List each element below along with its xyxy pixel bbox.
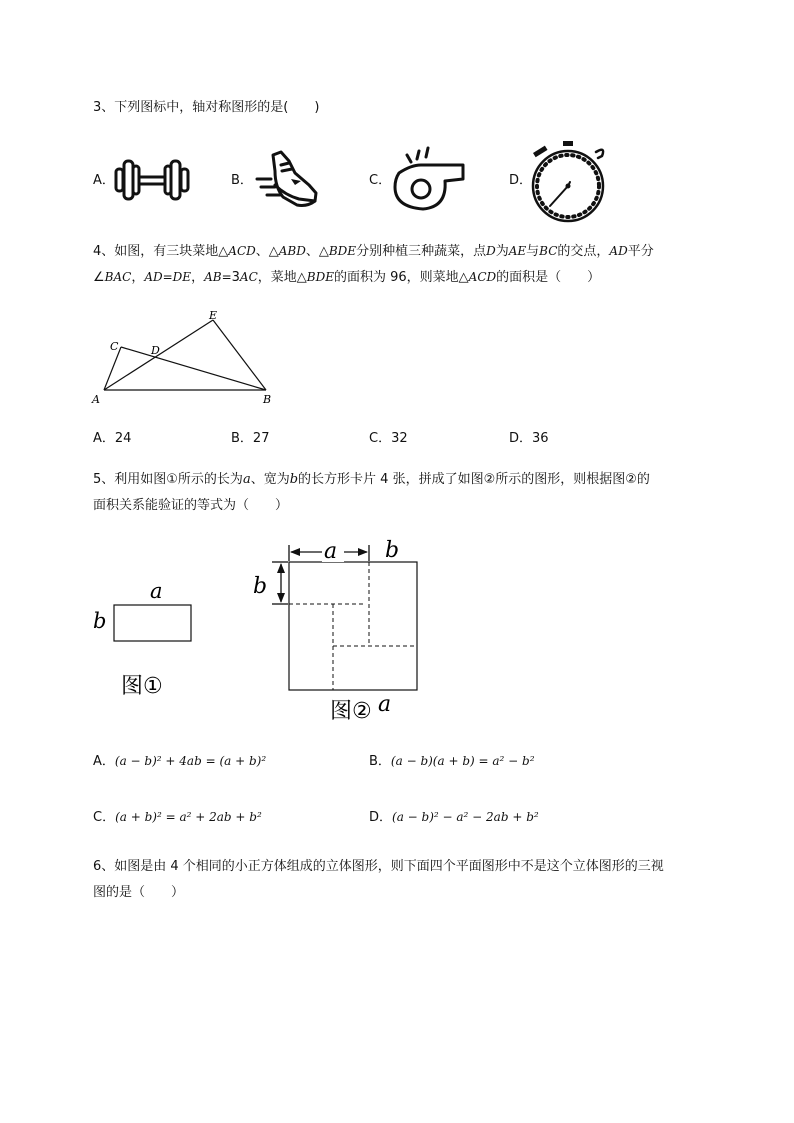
- fig2-label-b-left: b: [253, 574, 268, 599]
- q5-option-c: [93, 807, 262, 828]
- option-value: 24: [114, 431, 132, 446]
- q5-option-a: [93, 751, 266, 772]
- q4-triangle-figure: [88, 306, 278, 406]
- q4-math: ABD: [278, 244, 306, 258]
- point-label-c: C: [110, 340, 119, 353]
- q4-text: 4、如图，有三块菜地△: [93, 244, 229, 259]
- stopwatch-icon: [528, 140, 612, 224]
- q4-math: BDE: [306, 270, 334, 284]
- option-letter: C．: [369, 431, 392, 446]
- q4-text: 为: [495, 244, 509, 259]
- q4-stem-line-1: [93, 241, 654, 262]
- q3-option-a-letter: A．: [93, 173, 115, 188]
- whistle-icon: [391, 145, 469, 213]
- q5-figure-1: [88, 575, 198, 705]
- q3-option-d-letter: D．: [509, 173, 533, 188]
- option-letter: B．: [231, 431, 253, 446]
- fig1-caption: 图①: [121, 674, 163, 699]
- option-expression: (a − b)(a + b) = a² − b²: [390, 754, 535, 768]
- q5-figure-2: [248, 535, 428, 725]
- fig2-label-a-bottom: a: [378, 692, 392, 717]
- q4-text: 、△: [255, 244, 279, 259]
- point-label-a: A: [92, 393, 100, 406]
- q6-stem-line-1: 6、如图是由 4 个相同的小正方体组成的立体图形，则下面四个平面图形中不是这个立体图形的三视: [93, 859, 664, 874]
- fig2-caption: 图②: [330, 699, 372, 724]
- fig1-label-a: a: [150, 579, 163, 603]
- q4-text: ，菜地△: [257, 270, 307, 285]
- q4-math: ACD: [228, 244, 256, 258]
- q4-text: 3: [231, 270, 240, 285]
- q5-text: 、宽为: [250, 472, 290, 487]
- q4-text: 分别种植三种蔬菜，点: [356, 244, 487, 259]
- fig1-label-b: b: [93, 609, 107, 633]
- q4-math: AE: [508, 244, 527, 258]
- option-value: 36: [532, 431, 549, 446]
- fig2-label-a-top: a: [324, 539, 338, 564]
- q4-math: BAC: [104, 270, 132, 284]
- option-letter: B．: [369, 754, 391, 769]
- point-label-e: E: [209, 309, 218, 322]
- q4-option-c: [369, 429, 408, 449]
- option-letter: C．: [93, 810, 116, 825]
- q4-text: 的面积为 96，则菜地△: [333, 270, 469, 285]
- q4-option-a: [93, 429, 131, 449]
- q4-math: AC: [239, 270, 258, 284]
- point-label-b: B: [263, 393, 272, 406]
- q4-text: 、△: [305, 244, 329, 259]
- q5-text: 5、利用如图①所示的长为: [93, 472, 243, 487]
- option-letter: A．: [93, 754, 115, 769]
- q4-math: AB=: [204, 270, 232, 284]
- q4-text: ，: [131, 270, 145, 285]
- q3-option-c-letter: C．: [369, 173, 392, 188]
- q4-option-b: [231, 429, 269, 449]
- q4-stem-line-2: [93, 267, 600, 288]
- q5-math: a: [242, 472, 251, 487]
- option-letter: A．: [93, 431, 115, 446]
- q4-math: AD: [609, 244, 628, 258]
- q4-text: 与: [526, 244, 540, 259]
- running-shoe-icon: [255, 149, 321, 211]
- q4-math: ACD: [468, 270, 497, 284]
- q5-math: b: [289, 472, 299, 487]
- point-label-d: D: [151, 344, 160, 357]
- option-letter: D．: [509, 431, 533, 446]
- q4-math: D: [486, 244, 496, 258]
- option-value: 32: [391, 431, 408, 446]
- option-letter: D．: [369, 810, 393, 825]
- q6-stem-line-2: 图的是（ ）: [93, 885, 185, 900]
- q5-stem-line-1: [93, 470, 650, 490]
- q5-option-b: [369, 751, 535, 772]
- q5-option-d: [369, 807, 539, 828]
- q4-text: ∠: [93, 270, 105, 285]
- q3-stem: 3、下列图标中，轴对称图形的是( ): [93, 100, 320, 115]
- option-value: 27: [252, 431, 270, 446]
- q4-math: BC: [539, 244, 558, 258]
- q4-option-d: [509, 429, 549, 449]
- option-expression: (a − b)² − a² − 2ab + b²: [392, 810, 539, 824]
- option-expression: (a − b)² + 4ab = (a + b)²: [114, 754, 267, 768]
- q4-math: BDE: [328, 244, 357, 258]
- q4-text: 的面积是（ ）: [496, 270, 601, 285]
- q3-option-b-letter: B．: [231, 173, 253, 188]
- q4-math: AD=DE: [144, 270, 192, 284]
- q5-text: 的长方形卡片 4 张，拼成了如图②所示的图形，则根据图②的: [298, 472, 650, 487]
- q4-text: 平分: [627, 244, 654, 259]
- dumbbell-icon: [114, 157, 190, 203]
- q5-stem-line-2: 面积关系能验证的等式为（ ）: [93, 498, 289, 513]
- q4-text: ，: [191, 270, 205, 285]
- option-expression: (a + b)² = a² + 2ab + b²: [115, 810, 262, 824]
- q4-text: 的交点，: [557, 244, 610, 259]
- fig2-label-b-top: b: [385, 538, 400, 563]
